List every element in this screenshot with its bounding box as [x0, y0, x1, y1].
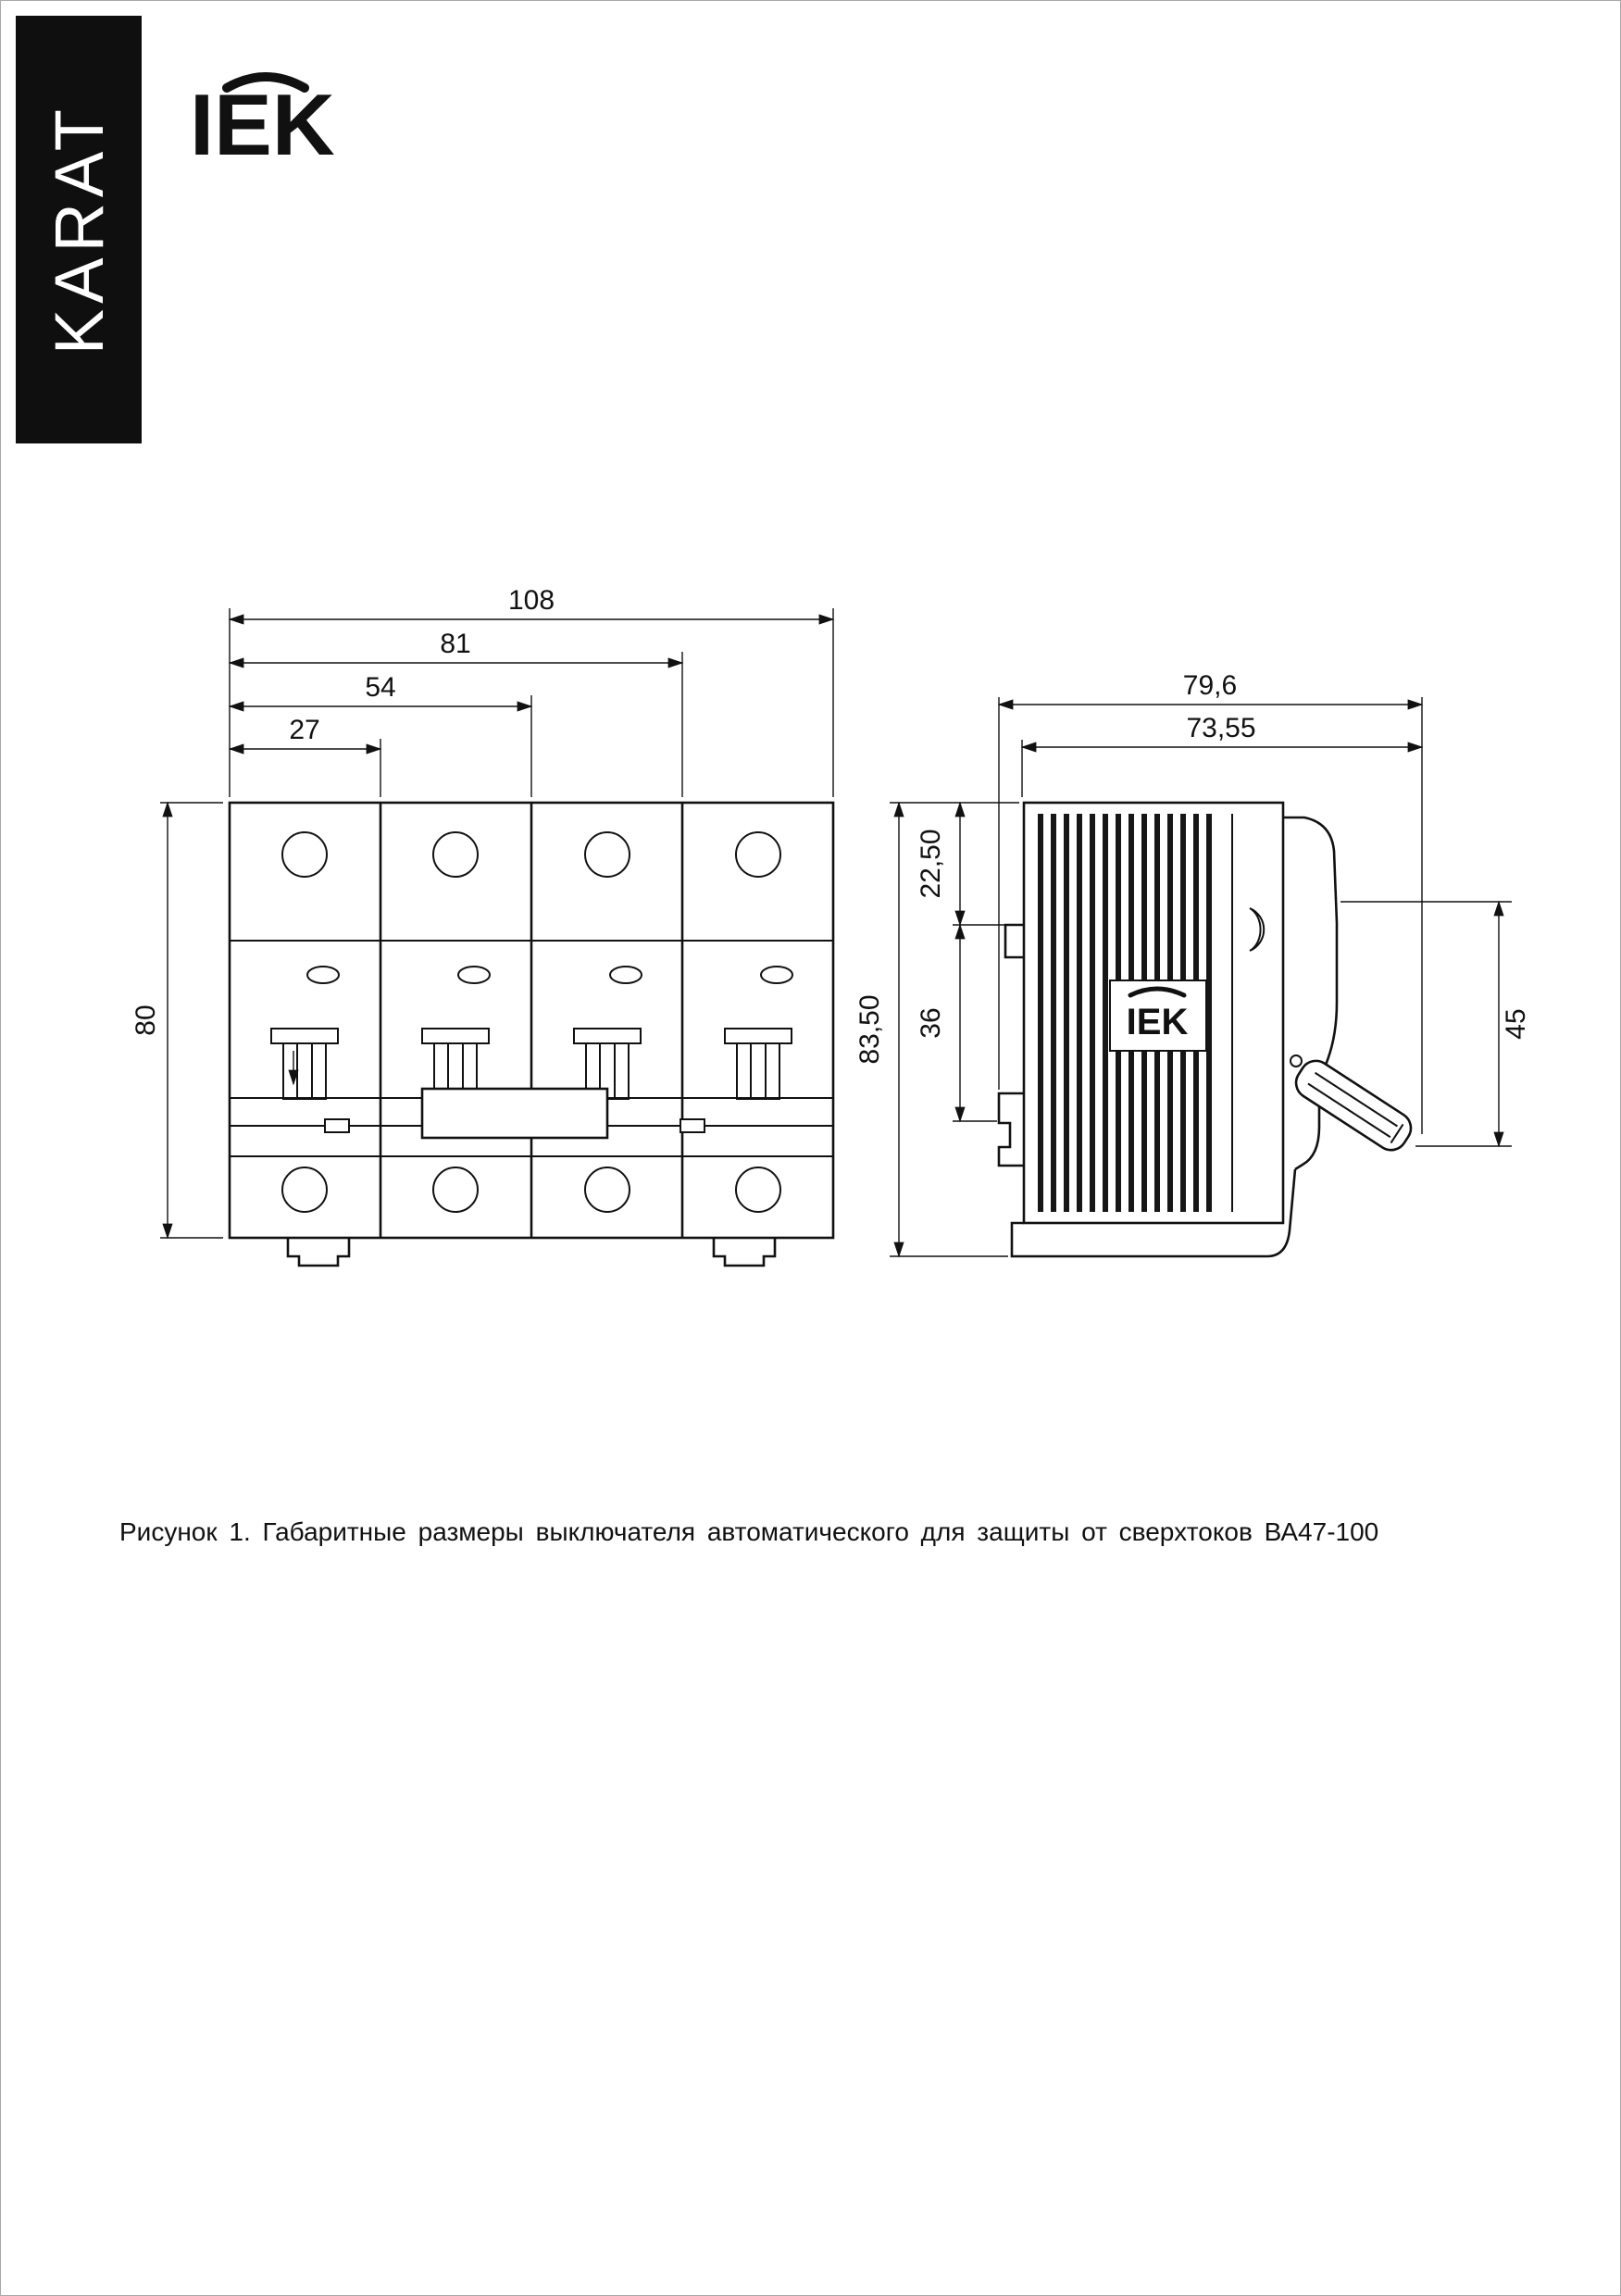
side-breaker-body	[999, 803, 1416, 1256]
side-device-label	[1110, 980, 1206, 1051]
iek-logo-text: IEK	[190, 76, 335, 173]
side-iek-logo-text: IEK	[1126, 1002, 1189, 1042]
side-view	[854, 670, 1531, 1256]
dim-side-depth-total: 79,6	[1182, 670, 1238, 701]
dim-front-width-total: 108	[507, 585, 555, 616]
dim-side-front-height: 45	[1501, 1008, 1531, 1040]
side-din-clip	[999, 1093, 1024, 1166]
dim-side-height: 83,50	[854, 994, 885, 1065]
dim-side-depth-body: 73,55	[1186, 713, 1256, 743]
front-breaker-body	[230, 803, 833, 1266]
figure-caption: Рисунок 1. Габаритные размеры выключателя автоматического для защиты от сверхтоков ВА47-100	[119, 1517, 1379, 1546]
dim-front-width-81: 81	[440, 629, 471, 659]
brand-logo	[182, 69, 414, 181]
side-crescent-notch	[1250, 908, 1264, 951]
side-toggle-lever	[1291, 1054, 1417, 1155]
side-front-face	[1283, 817, 1337, 1169]
front-extension-lines	[160, 608, 833, 1238]
front-dimension-lines	[168, 619, 833, 1238]
iek-logo-icon	[182, 69, 414, 176]
dim-side-rail-zone: 36	[916, 1007, 946, 1039]
front-view	[131, 585, 833, 1266]
dim-front-width-27: 27	[289, 715, 320, 745]
front-din-clips	[288, 1238, 775, 1266]
series-banner	[16, 16, 142, 443]
series-banner-label: KARAT	[40, 104, 118, 356]
dim-front-width-54: 54	[365, 672, 396, 703]
dimension-drawing	[1, 519, 1621, 1445]
side-rear-hook	[1005, 925, 1024, 957]
dim-side-top-to-rail: 22,50	[916, 829, 946, 899]
dim-front-height: 80	[131, 1004, 161, 1036]
